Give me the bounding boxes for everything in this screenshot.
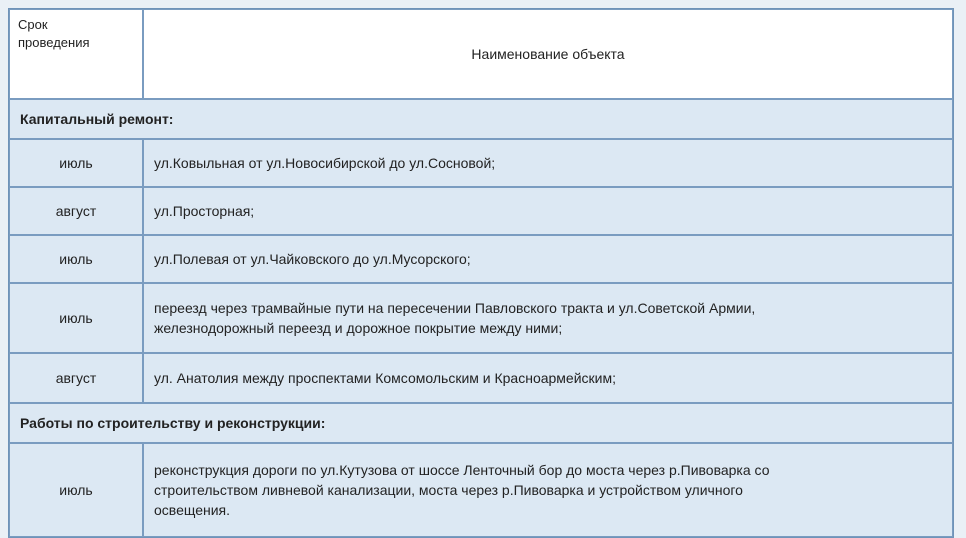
name-cell: ул.Ковыльная от ул.Новосибирской до ул.Сосновой;: [143, 139, 953, 187]
table-row: [9, 443, 953, 537]
table-header-row: [9, 9, 953, 99]
name-line: реконструкция дороги по ул.Кутузова от шоссе Ленточный бор до моста через р.Пивоварка со: [154, 462, 770, 478]
term-cell: июль: [9, 443, 143, 537]
term-cell: июль: [9, 283, 143, 353]
schedule-table: [8, 8, 954, 538]
name-cell: ул. Анатолия между проспектами Комсомольским и Красноармейским;: [143, 353, 953, 403]
section-row-construction: [9, 403, 953, 443]
term-cell: август: [9, 353, 143, 403]
section-title: Работы по строительству и реконструкции:: [9, 403, 953, 443]
term-cell: июль: [9, 139, 143, 187]
header-term-line2: проведения: [18, 35, 90, 50]
table-row: [9, 353, 953, 403]
name-cell: ул.Полевая от ул.Чайковского до ул.Мусорского;: [143, 235, 953, 283]
section-row-capital-repair: [9, 99, 953, 139]
term-cell: август: [9, 187, 143, 235]
term-cell: июль: [9, 235, 143, 283]
schedule-table-container: [8, 8, 954, 538]
table-row: [9, 283, 953, 353]
name-line: переезд через трамвайные пути на пересечении Павловского тракта и ул.Советской Армии,: [154, 300, 756, 316]
section-title: Капитальный ремонт:: [9, 99, 953, 139]
header-term-cell: [9, 9, 143, 99]
table-row: [9, 235, 953, 283]
table-row: [9, 187, 953, 235]
name-cell: ул.Просторная;: [143, 187, 953, 235]
name-cell: [143, 283, 953, 353]
header-name-cell: Наименование объекта: [143, 9, 953, 99]
name-line: строительством ливневой канализации, моста через р.Пивоварка и устройством уличного: [154, 482, 743, 498]
name-line: освещения.: [154, 502, 231, 518]
header-term-line1: Срок: [18, 17, 48, 32]
table-row: [9, 139, 953, 187]
name-cell: [143, 443, 953, 537]
name-line: железнодорожный переезд и дорожное покрытие между ними;: [154, 320, 563, 336]
